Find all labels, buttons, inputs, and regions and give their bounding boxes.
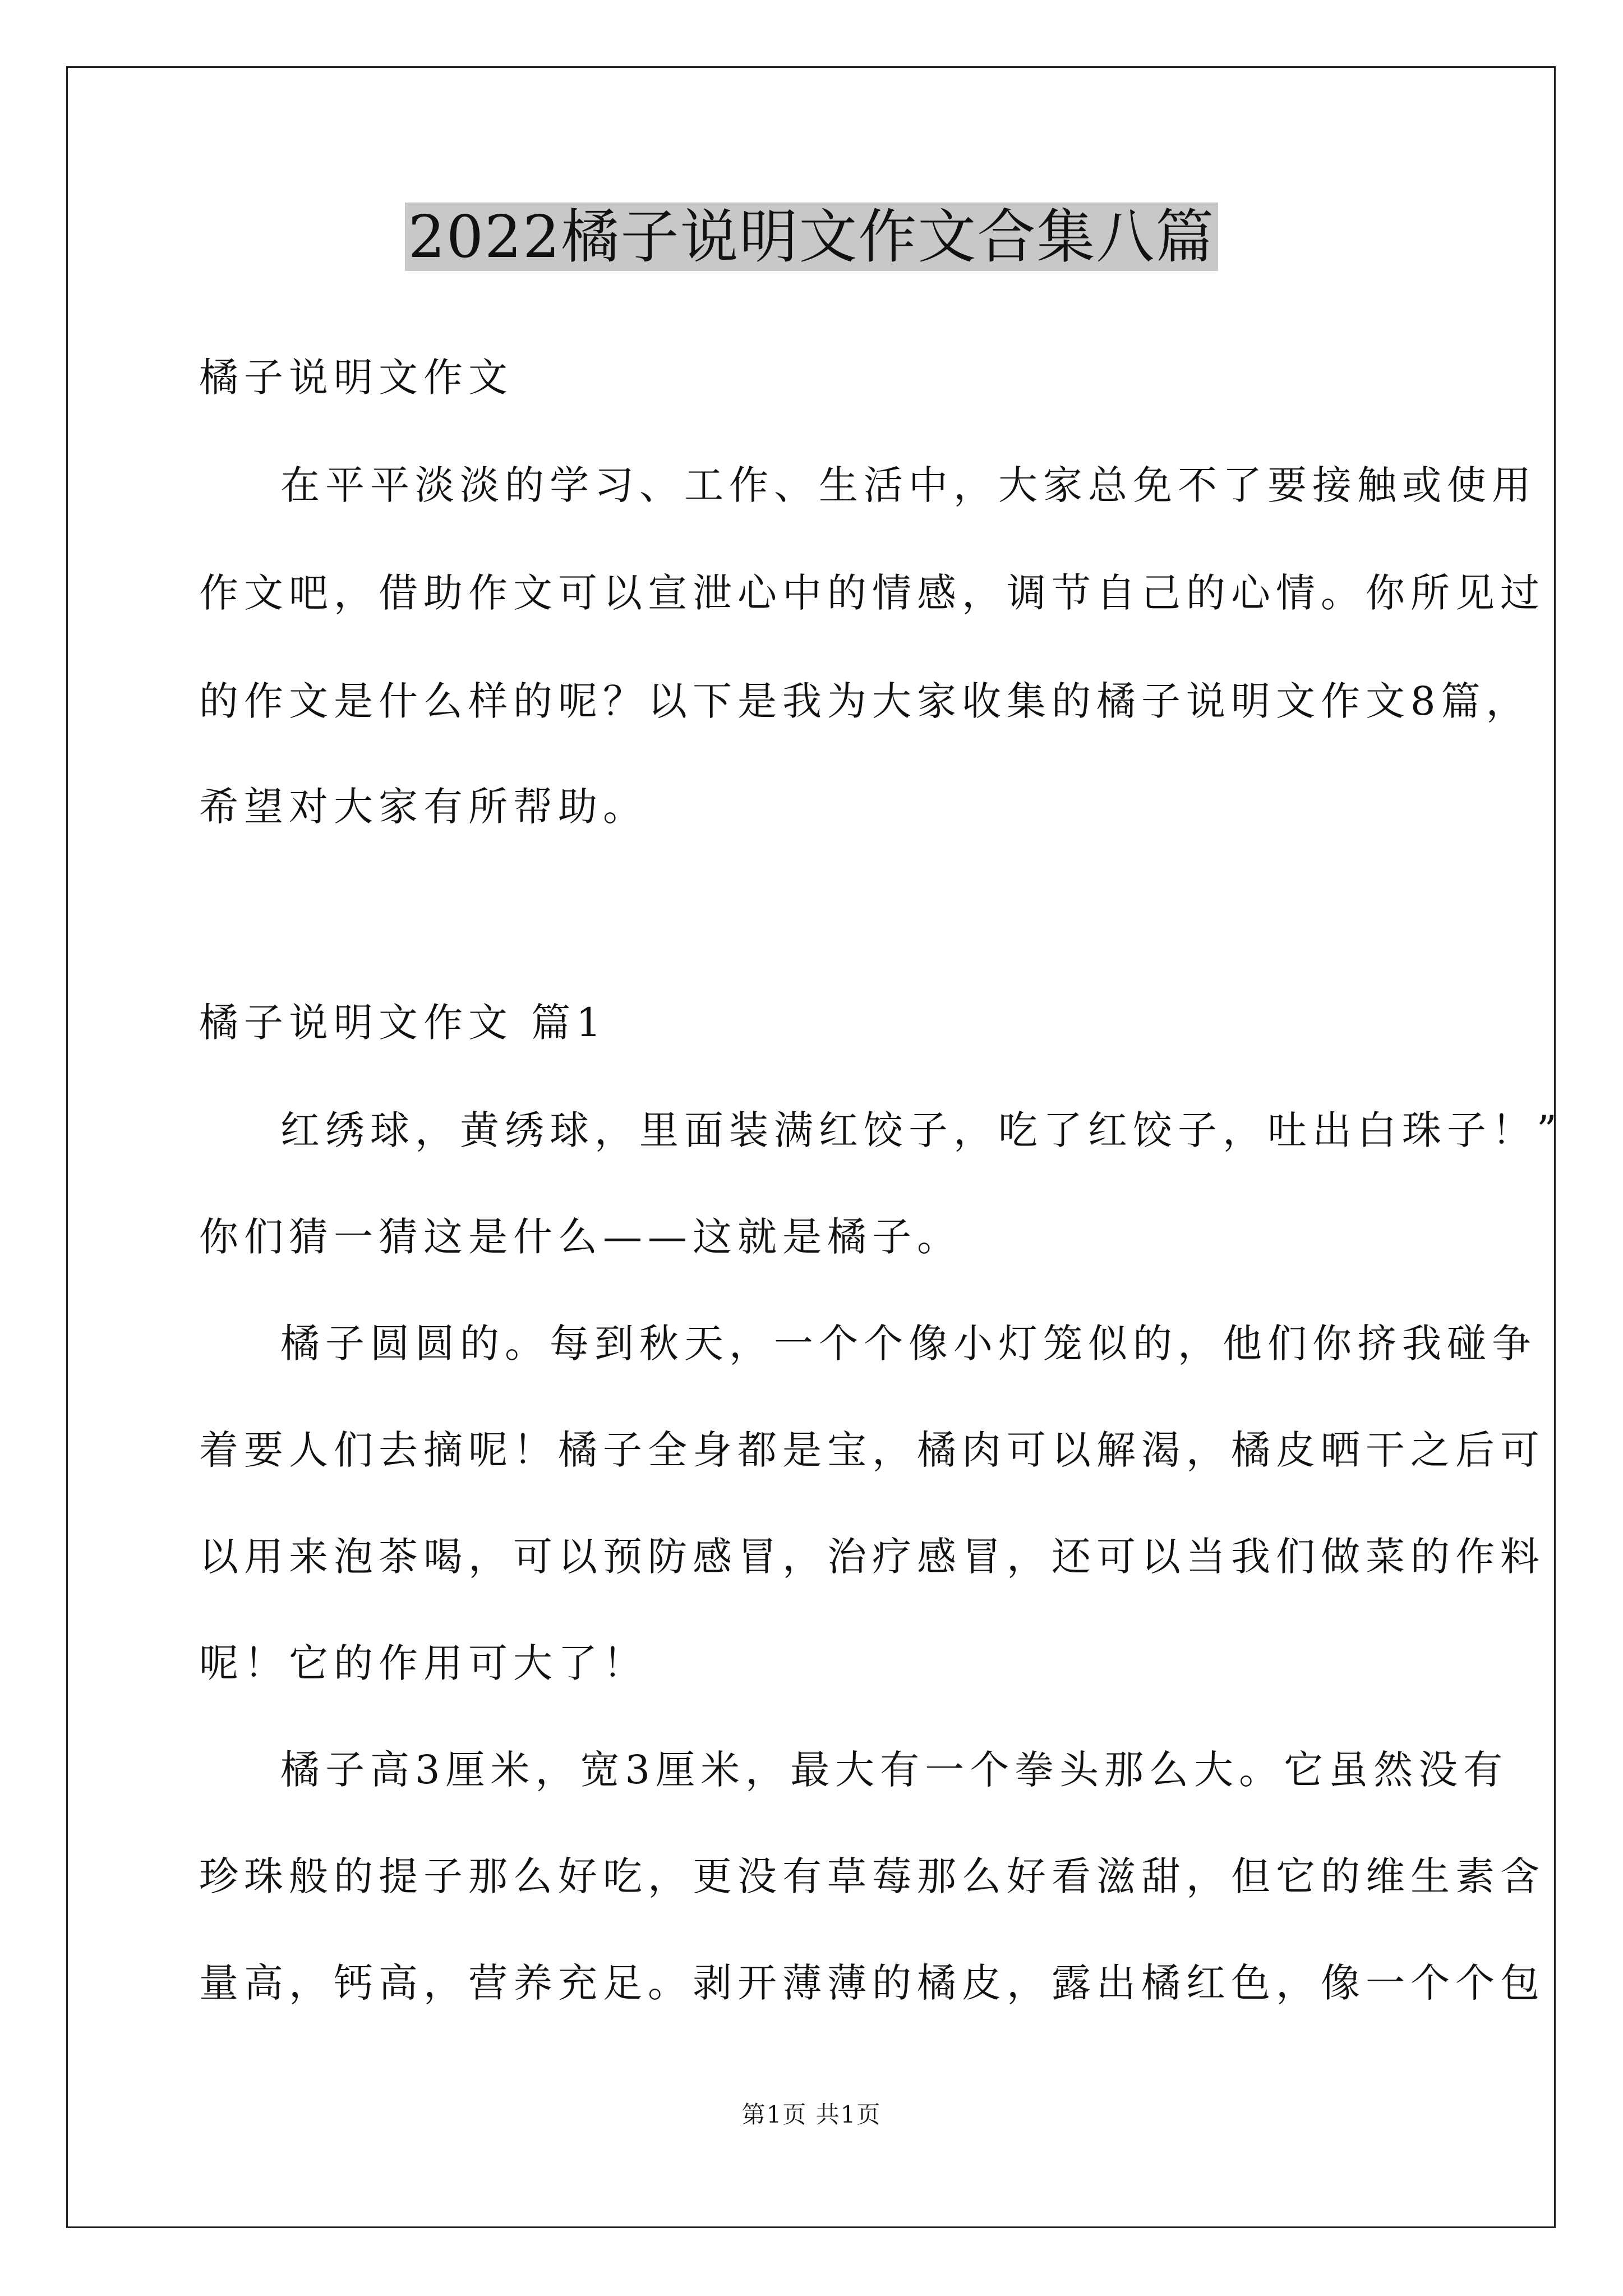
title-text: 2022橘子说明文作文合集八篇 [405,203,1219,271]
paragraph-line: 着要人们去摘呢！橘子全身都是宝，橘肉可以解渴，橘皮晒干之后可 [199,1427,1545,1473]
page-footer: 第1页 共1页 [741,2101,882,2128]
paragraph-line: 呢！它的作用可大了！ [199,1640,648,1686]
document-title [0,197,1623,276]
paragraph-line: 橘子圆圆的。每到秋天，一个个像小灯笼似的，他们你挤我碰争 [280,1320,1537,1366]
paragraph-line: 量高，钙高，营养充足。剥开薄薄的橘皮，露出橘红色，像一个个包 [199,1960,1545,2006]
paragraph-line: 以用来泡茶喝，可以预防感冒，治疗感冒，还可以当我们做菜的作料 [199,1534,1545,1580]
paragraph-line: 橘子高3厘米，宽3厘米，最大有一个拳头那么大。它虽然没有 [280,1747,1509,1793]
paragraph-line: 在平平淡淡的学习、工作、生活中，大家总免不了要接触或使用 [280,462,1537,508]
paragraph-line: 希望对大家有所帮助。 [199,784,648,830]
section-heading: 橘子说明文作文 篇1 [199,1000,607,1046]
paragraph-line: 红绣球，黄绣球，里面装满红饺子，吃了红饺子，吐出白珠子！” [280,1107,1562,1153]
section-heading: 橘子说明文作文 [199,355,513,401]
paragraph-line: 珍珠般的提子那么好吃，更没有草莓那么好看滋甜，但它的维生素含 [199,1853,1545,1899]
paragraph-line: 你们猜一猜这是什么——这就是橘子。 [199,1214,962,1260]
paragraph-line: 的作文是什么样的呢？以下是我为大家收集的橘子说明文作文8篇， [199,678,1531,724]
paragraph-line: 作文吧，借助作文可以宣泄心中的情感，调节自己的心情。你所见过 [199,570,1545,616]
